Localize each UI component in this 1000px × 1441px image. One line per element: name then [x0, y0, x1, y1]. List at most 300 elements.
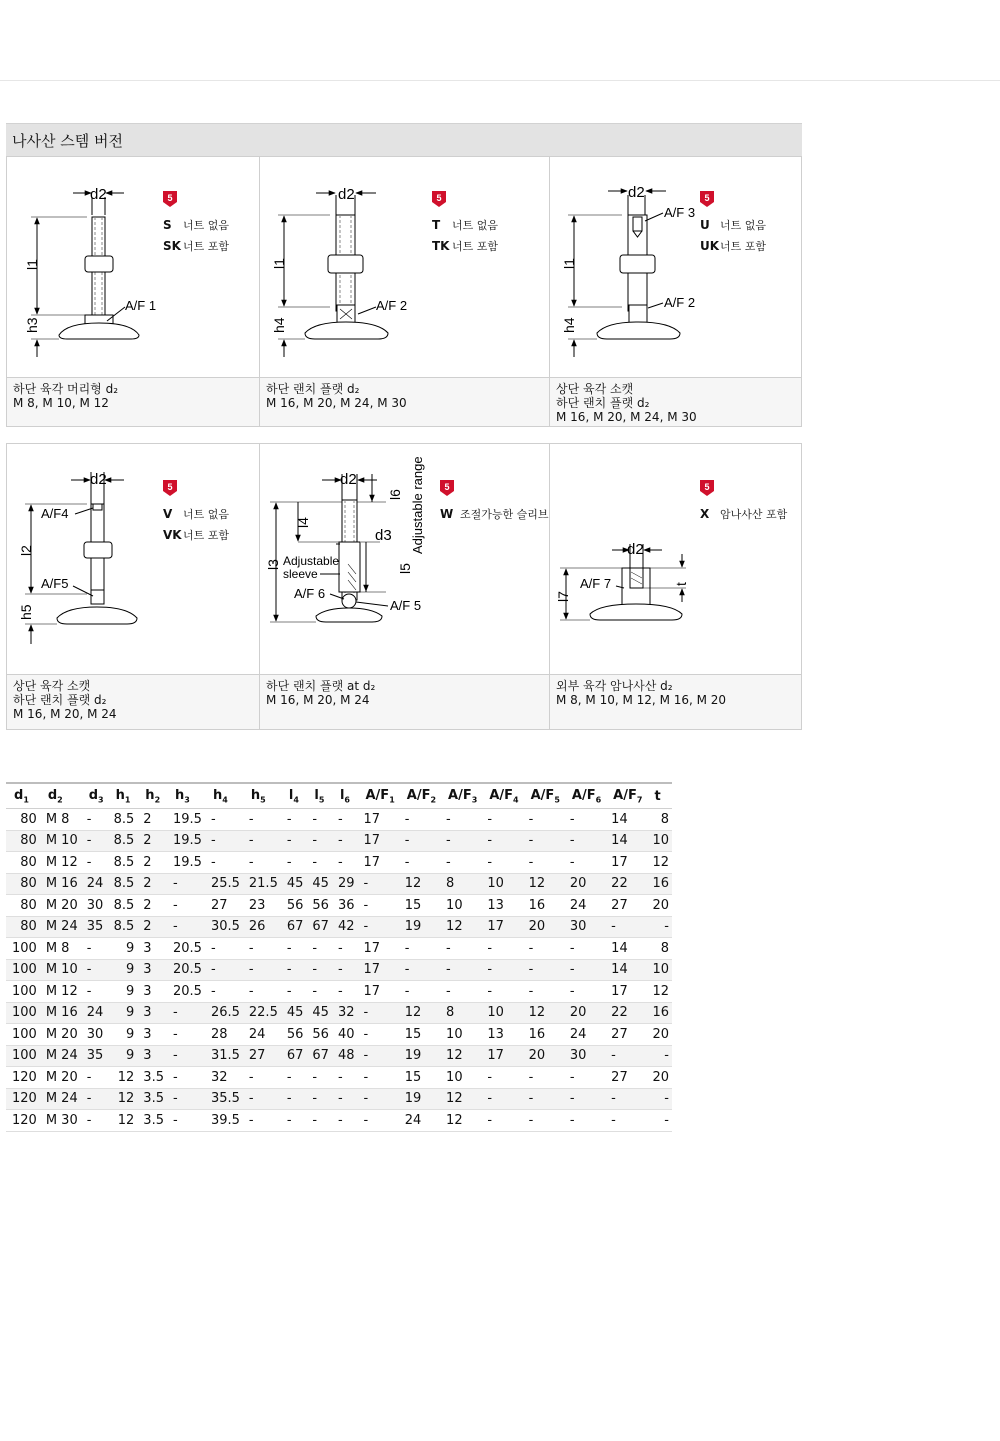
table-cell: -: [523, 959, 564, 981]
table-cell: 8.5: [108, 809, 138, 831]
variant-s-cell: [7, 157, 260, 426]
table-cell: 12: [440, 1088, 481, 1110]
table-cell: 20: [646, 1024, 672, 1046]
table-body: [6, 809, 672, 1132]
table-cell: -: [564, 938, 605, 960]
table-cell: 12: [646, 852, 672, 874]
table-cell: 17: [357, 938, 398, 960]
table-cell: -: [357, 1110, 398, 1132]
table-cell: M 10: [40, 959, 81, 981]
column-header: $l_5$: [306, 783, 332, 809]
table-cell: 24: [399, 1110, 440, 1132]
table-cell: -: [205, 809, 243, 831]
table-header-row: [6, 783, 672, 809]
table-cell: -: [167, 1024, 205, 1046]
table-cell: 8: [646, 809, 672, 831]
table-cell: 9: [108, 1002, 138, 1024]
table-cell: 16: [523, 895, 564, 917]
table-cell: 8.5: [108, 916, 138, 938]
table-cell: 8.5: [108, 873, 138, 895]
column-header: $A/F_3$: [440, 783, 481, 809]
table-cell: -: [523, 938, 564, 960]
table-cell: -: [523, 1067, 564, 1089]
table-cell: 2: [137, 852, 167, 874]
table-cell: 45: [306, 873, 332, 895]
l1-label: l1: [561, 258, 577, 269]
table-cell: 10: [440, 895, 481, 917]
table-cell: 35: [81, 916, 108, 938]
badge-icon: [700, 480, 714, 496]
variant-w-drawing: [260, 444, 550, 674]
table-cell: -: [167, 1045, 205, 1067]
table-cell: -: [205, 981, 243, 1003]
variant-x-drawing: [550, 444, 801, 674]
table-cell: 2: [137, 916, 167, 938]
table-cell: 12: [108, 1110, 138, 1132]
table-cell: 3.5: [137, 1110, 167, 1132]
table-cell: 56: [306, 895, 332, 917]
svg-text:5: 5: [167, 482, 173, 492]
table-cell: -: [332, 1110, 358, 1132]
table-cell: 12: [399, 1002, 440, 1024]
table-cell: -: [646, 916, 672, 938]
column-header: $d_3$: [81, 783, 108, 809]
table-cell: M 8: [40, 938, 81, 960]
table-cell: 8: [440, 873, 481, 895]
table-cell: -: [357, 1045, 398, 1067]
table-cell: -: [332, 938, 358, 960]
table-cell: 21.5: [243, 873, 281, 895]
table-cell: 80: [6, 916, 40, 938]
table-cell: 9: [108, 1024, 138, 1046]
table-cell: -: [281, 1088, 307, 1110]
table-cell: 3: [137, 1024, 167, 1046]
l3-label: l3: [265, 559, 281, 570]
table-cell: -: [306, 981, 332, 1003]
table-cell: 32: [205, 1067, 243, 1089]
variant-x-cell: [550, 444, 801, 729]
table-cell: 14: [605, 959, 646, 981]
table-cell: -: [306, 809, 332, 831]
table-cell: -: [399, 809, 440, 831]
svg-text:5: 5: [436, 193, 442, 203]
table-cell: 16: [646, 873, 672, 895]
variant-s-drawing: [7, 157, 260, 377]
table-cell: -: [564, 830, 605, 852]
table-cell: 100: [6, 981, 40, 1003]
variant-v-drawing: [7, 444, 260, 674]
table-cell: -: [306, 959, 332, 981]
table-cell: 80: [6, 852, 40, 874]
table-cell: 12: [440, 1045, 481, 1067]
table-row: [6, 809, 672, 831]
table-cell: 100: [6, 1045, 40, 1067]
table-cell: 100: [6, 1024, 40, 1046]
table-cell: -: [523, 830, 564, 852]
table-cell: 39.5: [205, 1110, 243, 1132]
table-cell: 14: [605, 809, 646, 831]
variant-options: V 너트 없음 VK너트 포함: [163, 507, 230, 542]
h5-label: h5: [18, 604, 34, 620]
table-cell: 9: [108, 938, 138, 960]
table-cell: 15: [399, 1024, 440, 1046]
table-cell: -: [167, 1002, 205, 1024]
column-header: $A/F_6$: [564, 783, 605, 809]
d2-label: d2: [627, 541, 644, 558]
column-header: $d_2$: [40, 783, 81, 809]
table-cell: -: [605, 1110, 646, 1132]
svg-text:5: 5: [704, 482, 710, 492]
table-cell: 24: [564, 1024, 605, 1046]
variant-caption: 상단 육각 소캣 하단 랜치 플랫 d₂ M 16, M 20, M 24: [7, 674, 259, 729]
table-cell: -: [440, 809, 481, 831]
table-cell: M 16: [40, 1002, 81, 1024]
table-cell: 30.5: [205, 916, 243, 938]
table-cell: 67: [281, 916, 307, 938]
table-cell: -: [332, 809, 358, 831]
table-cell: -: [306, 1067, 332, 1089]
table-cell: -: [81, 1088, 108, 1110]
table-cell: 10: [646, 959, 672, 981]
top-divider: [0, 80, 1000, 81]
table-cell: -: [481, 981, 522, 1003]
table-cell: -: [243, 959, 281, 981]
table-cell: -: [306, 1088, 332, 1110]
table-cell: 10: [440, 1067, 481, 1089]
table-cell: 120: [6, 1110, 40, 1132]
table-cell: 120: [6, 1067, 40, 1089]
svg-text:5: 5: [167, 193, 173, 203]
table-cell: -: [81, 1110, 108, 1132]
table-row: [6, 1088, 672, 1110]
table-cell: -: [481, 852, 522, 874]
section-title: 나사산 스템 버전: [6, 123, 802, 157]
table-cell: -: [205, 938, 243, 960]
table-cell: -: [605, 1088, 646, 1110]
table-cell: 17: [357, 830, 398, 852]
variant-caption: 하단 랜치 플랫 d₂ M 16, M 20, M 24, M 30: [260, 377, 549, 426]
table-cell: -: [481, 959, 522, 981]
badge-icon: [163, 191, 177, 207]
table-cell: 3.5: [137, 1067, 167, 1089]
table-cell: -: [332, 981, 358, 1003]
table-cell: -: [81, 959, 108, 981]
table-cell: 29: [332, 873, 358, 895]
table-cell: -: [306, 830, 332, 852]
l1-label: l1: [271, 258, 287, 269]
column-header: $h_3$: [167, 783, 205, 809]
table-cell: 10: [440, 1024, 481, 1046]
table-cell: -: [357, 916, 398, 938]
af1-label: A/F 1: [125, 298, 157, 313]
column-header: $A/F_2$: [399, 783, 440, 809]
af5-label: A/F 5: [390, 598, 422, 613]
table-cell: 2: [137, 809, 167, 831]
table-cell: M 16: [40, 873, 81, 895]
table-cell: 80: [6, 895, 40, 917]
badge-icon: [700, 191, 714, 207]
variant-t-cell: [260, 157, 550, 426]
table-cell: 28: [205, 1024, 243, 1046]
table-cell: -: [332, 852, 358, 874]
l4-label: l4: [295, 517, 311, 528]
table-cell: -: [167, 1088, 205, 1110]
column-header: $A/F_1$: [357, 783, 398, 809]
table-cell: 16: [523, 1024, 564, 1046]
table-cell: -: [399, 852, 440, 874]
table-cell: -: [243, 852, 281, 874]
d2-label: d2: [338, 186, 355, 203]
table-cell: -: [243, 1088, 281, 1110]
table-cell: M 24: [40, 1045, 81, 1067]
column-header: $d_1$: [6, 783, 40, 809]
table-cell: 20: [646, 895, 672, 917]
variant-options: X 암나사산 포함: [700, 507, 788, 521]
table-cell: -: [167, 1067, 205, 1089]
table-cell: 14: [605, 830, 646, 852]
af2-label: A/F 2: [376, 298, 408, 313]
table-row: [6, 1067, 672, 1089]
column-header: $l_6$: [332, 783, 358, 809]
table-cell: 80: [6, 873, 40, 895]
table-cell: 3.5: [137, 1088, 167, 1110]
table-cell: 9: [108, 959, 138, 981]
table-cell: -: [605, 916, 646, 938]
table-cell: -: [243, 1067, 281, 1089]
af3-label: A/F 3: [664, 205, 696, 220]
table-cell: -: [357, 1067, 398, 1089]
column-header: $h_1$: [108, 783, 138, 809]
variant-t-drawing: [260, 157, 550, 377]
table-cell: 15: [399, 895, 440, 917]
table-cell: -: [605, 1045, 646, 1067]
table-row: [6, 959, 672, 981]
table-cell: 80: [6, 809, 40, 831]
table-cell: 19.5: [167, 852, 205, 874]
table-cell: 80: [6, 830, 40, 852]
table-cell: 19: [399, 916, 440, 938]
table-cell: 26.5: [205, 1002, 243, 1024]
table-cell: 3: [137, 1002, 167, 1024]
table-cell: 15: [399, 1067, 440, 1089]
table-cell: -: [205, 852, 243, 874]
table-cell: 20.5: [167, 981, 205, 1003]
table-row: [6, 852, 672, 874]
table-cell: -: [399, 959, 440, 981]
table-cell: -: [281, 830, 307, 852]
table-cell: -: [81, 981, 108, 1003]
table-cell: 22: [605, 1002, 646, 1024]
table-cell: -: [281, 1110, 307, 1132]
l7-label: l7: [555, 591, 571, 602]
table-cell: -: [440, 852, 481, 874]
table-cell: 24: [564, 895, 605, 917]
table-cell: -: [281, 809, 307, 831]
table-cell: -: [440, 981, 481, 1003]
table-row: [6, 1045, 672, 1067]
table-cell: -: [523, 1088, 564, 1110]
table-cell: 56: [281, 895, 307, 917]
l5-label: l5: [397, 563, 413, 574]
table-cell: -: [243, 981, 281, 1003]
table-cell: -: [564, 981, 605, 1003]
table-cell: 19: [399, 1088, 440, 1110]
table-cell: -: [81, 852, 108, 874]
column-header: $l_4$: [281, 783, 307, 809]
table-cell: -: [281, 1067, 307, 1089]
d2-label: d2: [90, 471, 107, 488]
h4-label: h4: [561, 317, 577, 333]
table-cell: -: [281, 959, 307, 981]
table-cell: 19: [399, 1045, 440, 1067]
table-cell: 3: [137, 938, 167, 960]
table-cell: -: [243, 830, 281, 852]
table-row: [6, 830, 672, 852]
table-cell: -: [306, 852, 332, 874]
table-cell: 2: [137, 830, 167, 852]
table-cell: M 12: [40, 852, 81, 874]
table-cell: -: [440, 830, 481, 852]
d2-label: d2: [628, 184, 645, 201]
badge-icon: [163, 480, 177, 496]
table-cell: 31.5: [205, 1045, 243, 1067]
table-cell: -: [357, 895, 398, 917]
table-cell: -: [243, 1110, 281, 1132]
column-header: t: [646, 783, 672, 809]
table-cell: 8.5: [108, 895, 138, 917]
table-row: [6, 938, 672, 960]
table-cell: 3: [137, 959, 167, 981]
table-cell: 67: [306, 916, 332, 938]
table-cell: 12: [108, 1067, 138, 1089]
svg-text:5: 5: [444, 482, 450, 492]
table-cell: 14: [605, 938, 646, 960]
table-cell: 24: [81, 873, 108, 895]
table-cell: -: [357, 1088, 398, 1110]
table-cell: -: [205, 959, 243, 981]
table-cell: 30: [81, 895, 108, 917]
table-row: [6, 1024, 672, 1046]
af2-label: A/F 2: [664, 295, 696, 310]
table-cell: 2: [137, 873, 167, 895]
table-cell: 20.5: [167, 959, 205, 981]
table-cell: -: [481, 1067, 522, 1089]
table-cell: 40: [332, 1024, 358, 1046]
d2-label: d2: [90, 186, 107, 203]
af5-label: A/F5: [41, 576, 69, 591]
variant-v-cell: [7, 444, 260, 729]
table-cell: 20.5: [167, 938, 205, 960]
table-row: [6, 981, 672, 1003]
table-cell: -: [646, 1045, 672, 1067]
table-cell: 17: [357, 959, 398, 981]
table-cell: 8.5: [108, 830, 138, 852]
table-cell: 27: [205, 895, 243, 917]
table-cell: 30: [564, 1045, 605, 1067]
table-cell: 17: [481, 1045, 522, 1067]
table-cell: 35: [81, 1045, 108, 1067]
table-cell: -: [399, 938, 440, 960]
table-cell: -: [167, 1110, 205, 1132]
table-cell: 9: [108, 981, 138, 1003]
table-cell: M 8: [40, 809, 81, 831]
table-cell: 100: [6, 959, 40, 981]
table-cell: 20: [646, 1067, 672, 1089]
t-label: t: [673, 582, 689, 586]
table-cell: 25.5: [205, 873, 243, 895]
table-cell: -: [306, 1110, 332, 1132]
table-cell: 27: [605, 1067, 646, 1089]
table-cell: 12: [523, 873, 564, 895]
column-header: $h_5$: [243, 783, 281, 809]
column-header: $h_2$: [137, 783, 167, 809]
variant-options: U 너트 없음 UK너트 포함: [700, 218, 767, 253]
table-cell: -: [281, 852, 307, 874]
table-cell: 2: [137, 895, 167, 917]
variant-u-drawing: [550, 157, 801, 377]
table-cell: -: [332, 1067, 358, 1089]
table-cell: 8: [646, 938, 672, 960]
l1-label: l1: [24, 259, 40, 270]
table-cell: 45: [306, 1002, 332, 1024]
variant-caption: 상단 육각 소캣 하단 랜치 플랫 d₂ M 16, M 20, M 24, M 30: [550, 377, 801, 426]
variant-caption: 하단 랜치 플랫 at d₂ M 16, M 20, M 24: [260, 674, 549, 729]
table-cell: 26: [243, 916, 281, 938]
table-cell: 17: [605, 852, 646, 874]
column-header: $A/F_7$: [605, 783, 646, 809]
table-cell: -: [357, 873, 398, 895]
table-cell: 100: [6, 1002, 40, 1024]
table-cell: 8: [440, 1002, 481, 1024]
table-cell: -: [306, 938, 332, 960]
table-cell: -: [646, 1110, 672, 1132]
column-header: $h_4$: [205, 783, 243, 809]
table-cell: 22.5: [243, 1002, 281, 1024]
table-cell: 12: [399, 873, 440, 895]
table-cell: 24: [81, 1002, 108, 1024]
table-cell: 22: [605, 873, 646, 895]
table-cell: -: [440, 959, 481, 981]
l6-label: l6: [387, 489, 403, 500]
adjustable-sleeve-label: sleeve: [283, 567, 318, 581]
table-row: [6, 895, 672, 917]
table-cell: 27: [243, 1045, 281, 1067]
table-cell: M 24: [40, 916, 81, 938]
d2-label: d2: [340, 471, 357, 488]
table-cell: -: [81, 830, 108, 852]
variant-options: S 너트 없음 SK 너트 포함: [163, 218, 230, 253]
table-cell: 10: [646, 830, 672, 852]
table-cell: -: [564, 1067, 605, 1089]
table-cell: 67: [281, 1045, 307, 1067]
table-cell: 16: [646, 1002, 672, 1024]
table-cell: 13: [481, 1024, 522, 1046]
badge-icon: [432, 191, 446, 207]
table-row: [6, 1002, 672, 1024]
table-cell: -: [523, 852, 564, 874]
adjustable-range-label: Adjustable range: [410, 456, 425, 554]
table-row: [6, 873, 672, 895]
table-cell: 35.5: [205, 1088, 243, 1110]
table-cell: 8.5: [108, 852, 138, 874]
table-cell: 12: [108, 1088, 138, 1110]
table-cell: 36: [332, 895, 358, 917]
table-cell: -: [81, 809, 108, 831]
variant-grid-row-2: [6, 443, 802, 730]
table-cell: -: [523, 981, 564, 1003]
table-cell: -: [564, 1088, 605, 1110]
table-cell: 10: [481, 873, 522, 895]
